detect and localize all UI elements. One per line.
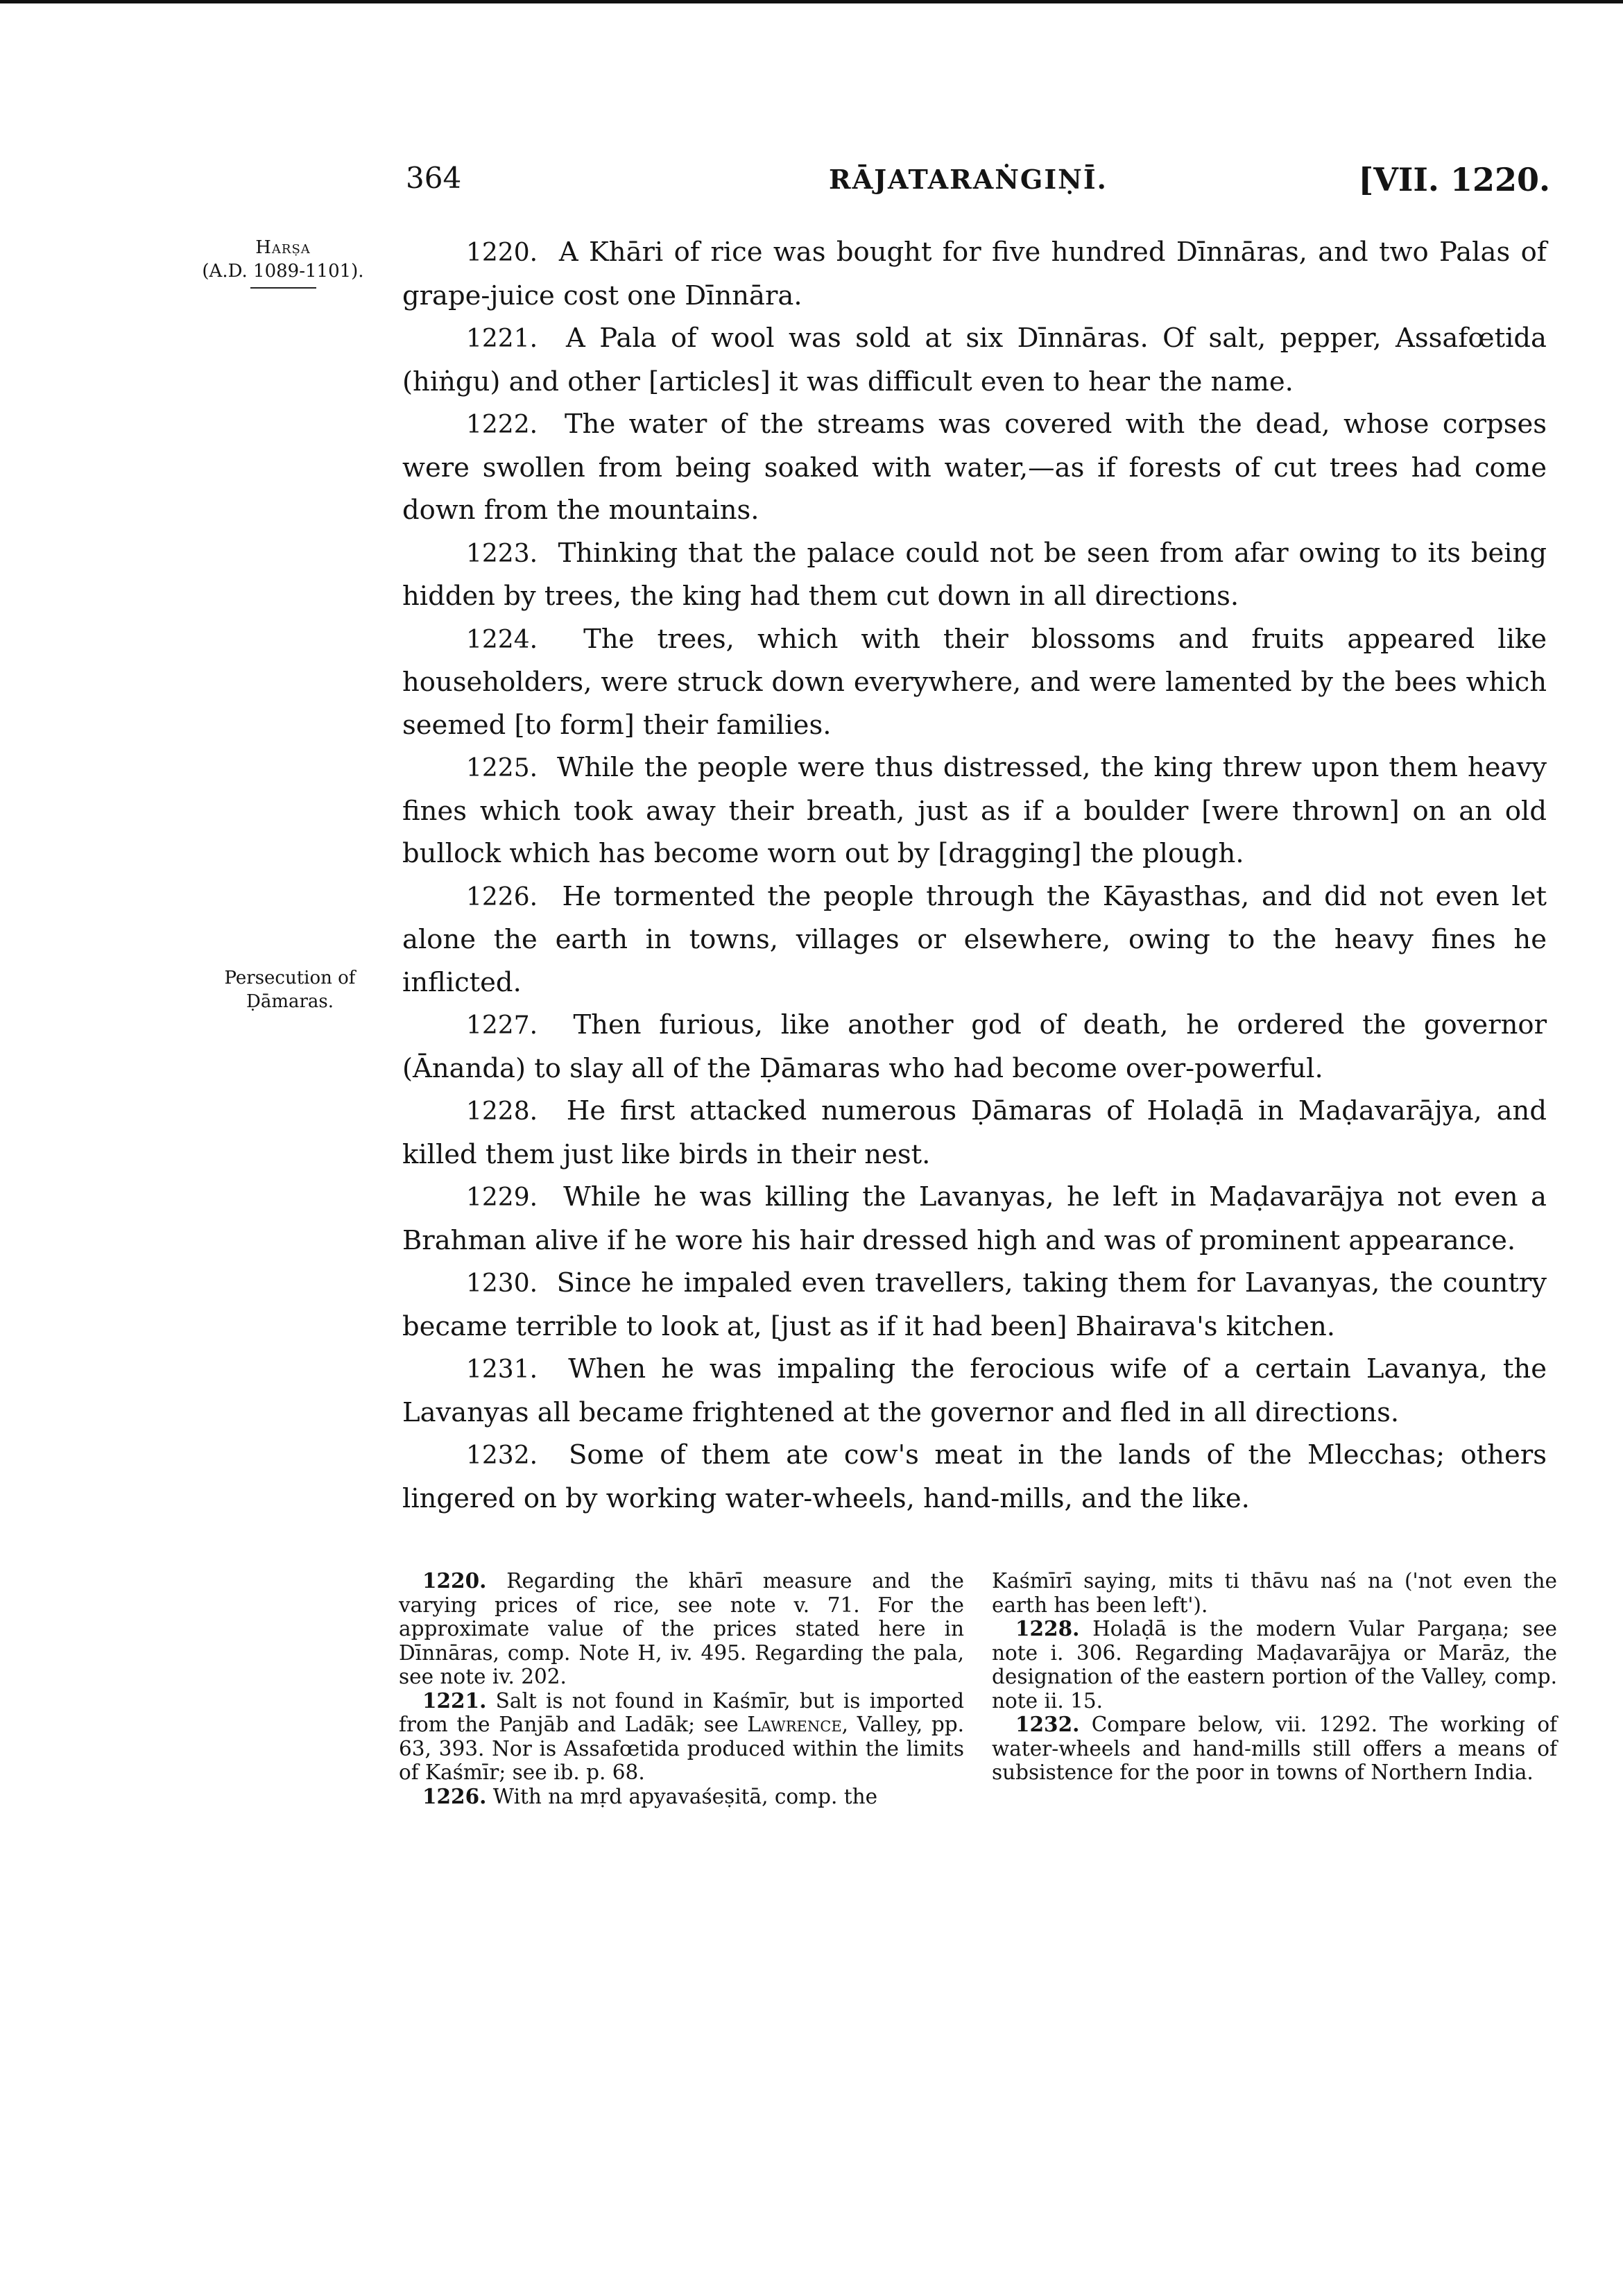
- footnote-number: 1226.: [422, 1783, 487, 1808]
- verse-1222: [402, 403, 1547, 532]
- footnote-1228: [992, 1617, 1557, 1713]
- footnote-text: With na mṛd apyavaśeṣitā, comp. the: [492, 1784, 878, 1808]
- verse-number: 1225.: [466, 754, 538, 782]
- verse-number: 1228.: [466, 1097, 538, 1126]
- reign-name: Harṣa: [255, 237, 311, 258]
- verse-number: 1226.: [466, 882, 538, 911]
- verse-text: While the people were thus distressed, the king threw upon them heavy fines which took away their breath, just as if a boulder [were thrown] on an old bullock which has become worn out by [dragging] the plough.: [402, 752, 1547, 869]
- footnotes-right-column: [992, 1569, 1557, 1785]
- footnote-number: 1232.: [1015, 1712, 1080, 1736]
- verse-1231: [402, 1348, 1547, 1434]
- margin-note-persecution: [186, 966, 394, 1013]
- main-text: [402, 231, 1547, 1520]
- footnote-text-cont: Valley, pp. 63, 393. Nor is Assafœtida produced within the limits of Kaśmīr; see ib. p. 68.: [399, 1713, 964, 1784]
- running-title: RĀJATARAṄGIṆĪ.: [829, 164, 1108, 195]
- verse-1223: [402, 532, 1547, 618]
- footnote-1232: [992, 1713, 1557, 1785]
- verse-1228: [402, 1090, 1547, 1176]
- persecution-line-1: Persecution of: [224, 968, 356, 988]
- verse-text: He first attacked numerous Ḍāmaras of Holaḍā in Maḍavarājya, and killed them just like birds in their nest.: [402, 1095, 1547, 1170]
- verse-text: The water of the streams was covered with the dead, whose corpses were swollen from being soaked with water,—as if forests of cut trees had come down from the mountains.: [402, 409, 1547, 526]
- verse-1226: [402, 875, 1547, 1004]
- footnotes-left-column: [399, 1569, 964, 1808]
- verse-text: Then furious, like another god of death, he ordered the governor (Ānanda) to slay all of the Ḍāmaras who had become over-powerful.: [402, 1009, 1547, 1084]
- footnote-number: 1228.: [1015, 1616, 1080, 1640]
- footnote-1221: [399, 1689, 964, 1785]
- margin-rule: [250, 287, 316, 289]
- verse-1220: [402, 231, 1547, 317]
- footnote-author: Lawrence,: [747, 1713, 849, 1736]
- verse-text: Thinking that the palace could not be seen from afar owing to its being hidden by trees, the king had them cut down in all directions.: [402, 537, 1547, 612]
- verse-number: 1227.: [466, 1011, 538, 1040]
- footnote-text: Salt is not found in Kaśmīr, but is imported from the Panjāb and Ladāk; see: [399, 1688, 964, 1736]
- verse-text: Since he impaled even travellers, taking them for Lavanyas, the country became terrible to look at, [just as if it had been] Bhairava's kitchen.: [402, 1267, 1547, 1342]
- verse-number: 1231.: [466, 1355, 538, 1384]
- top-border-line: [0, 0, 1623, 3]
- footnote-text: Kaśmīrī saying, mits ti thāvu naś na ('not even the earth has been left').: [992, 1569, 1557, 1617]
- verse-1229: [402, 1176, 1547, 1262]
- reign-dates: (A.D. 1089-1101).: [202, 261, 364, 282]
- verse-number: 1220.: [466, 239, 538, 267]
- verse-text: When he was impaling the ferocious wife of a certain Lavanya, the Lavanyas all became frightened at the governor and fled in all directions.: [402, 1353, 1547, 1428]
- page-number: 364: [406, 161, 462, 195]
- verse-number: 1230.: [466, 1269, 538, 1298]
- verse-text: The trees, which with their blossoms and fruits appeared like householders, were struck down everywhere, and were lamented by the bees which seemed [to form] their families.: [402, 623, 1547, 741]
- footnote-number: 1221.: [422, 1688, 487, 1713]
- verse-1225: [402, 746, 1547, 875]
- margin-note-reign: [179, 236, 387, 289]
- verse-1227: [402, 1004, 1547, 1090]
- verse-1232: [402, 1434, 1547, 1520]
- footnote-number: 1220.: [422, 1568, 487, 1593]
- verse-text: A Khāri of rice was bought for five hundred Dīnnāras, and two Palas of grape-juice cost one Dīnnāra.: [402, 237, 1547, 311]
- footnote-1226: [399, 1785, 964, 1809]
- footnote-1220: [399, 1569, 964, 1689]
- page-header: [0, 161, 1623, 203]
- footnote-text: Regarding the khārī measure and the varying prices of rice, see note v. 71. For the approximate value of the prices stated here in Dīnnāras, comp. Note H, iv. 495. Regarding the pala, see note iv. 202.: [399, 1569, 964, 1688]
- verse-1221: [402, 317, 1547, 403]
- verse-number: 1223.: [466, 539, 538, 568]
- verse-number: 1221.: [466, 325, 538, 353]
- verse-number: 1224.: [466, 625, 538, 654]
- verse-text: While he was killing the Lavanyas, he left in Maḍavarājya not even a Brahman alive if he wore his hair dressed high and was of prominent appearance.: [402, 1181, 1547, 1256]
- verse-text: A Pala of wool was sold at six Dīnnāras. Of salt, pepper, Assafœtida (hiṅgu) and other [articles] it was difficult even to hear the name.: [402, 323, 1547, 397]
- verse-number: 1222.: [466, 411, 538, 439]
- footnote-text: Compare below, vii. 1292. The working of water-wheels and hand-mills still offers a means of subsistence for the poor in towns of Northern India.: [992, 1713, 1557, 1784]
- footnote-text: Holaḍā is the modern Vular Pargaṇa; see note i. 306. Regarding Maḍavarājya or Marāz, the designation of the eastern portion of the Valley, comp. note ii. 15.: [992, 1617, 1557, 1713]
- verse-number: 1229.: [466, 1183, 538, 1212]
- verse-number: 1232.: [466, 1441, 538, 1470]
- verse-1224: [402, 618, 1547, 747]
- section-reference: [VII. 1220.: [1358, 161, 1550, 198]
- footnote-1226-continued: [992, 1569, 1557, 1617]
- verse-text: Some of them ate cow's meat in the lands of the Mlecchas; others lingered on by working water-wheels, hand-mills, and the like.: [402, 1439, 1547, 1514]
- verse-text: He tormented the people through the Kāyasthas, and did not even let alone the earth in towns, villages or elsewhere, owing to the heavy fines he inflicted.: [402, 880, 1547, 998]
- verse-1230: [402, 1262, 1547, 1348]
- persecution-line-2: Ḍāmaras.: [246, 991, 334, 1012]
